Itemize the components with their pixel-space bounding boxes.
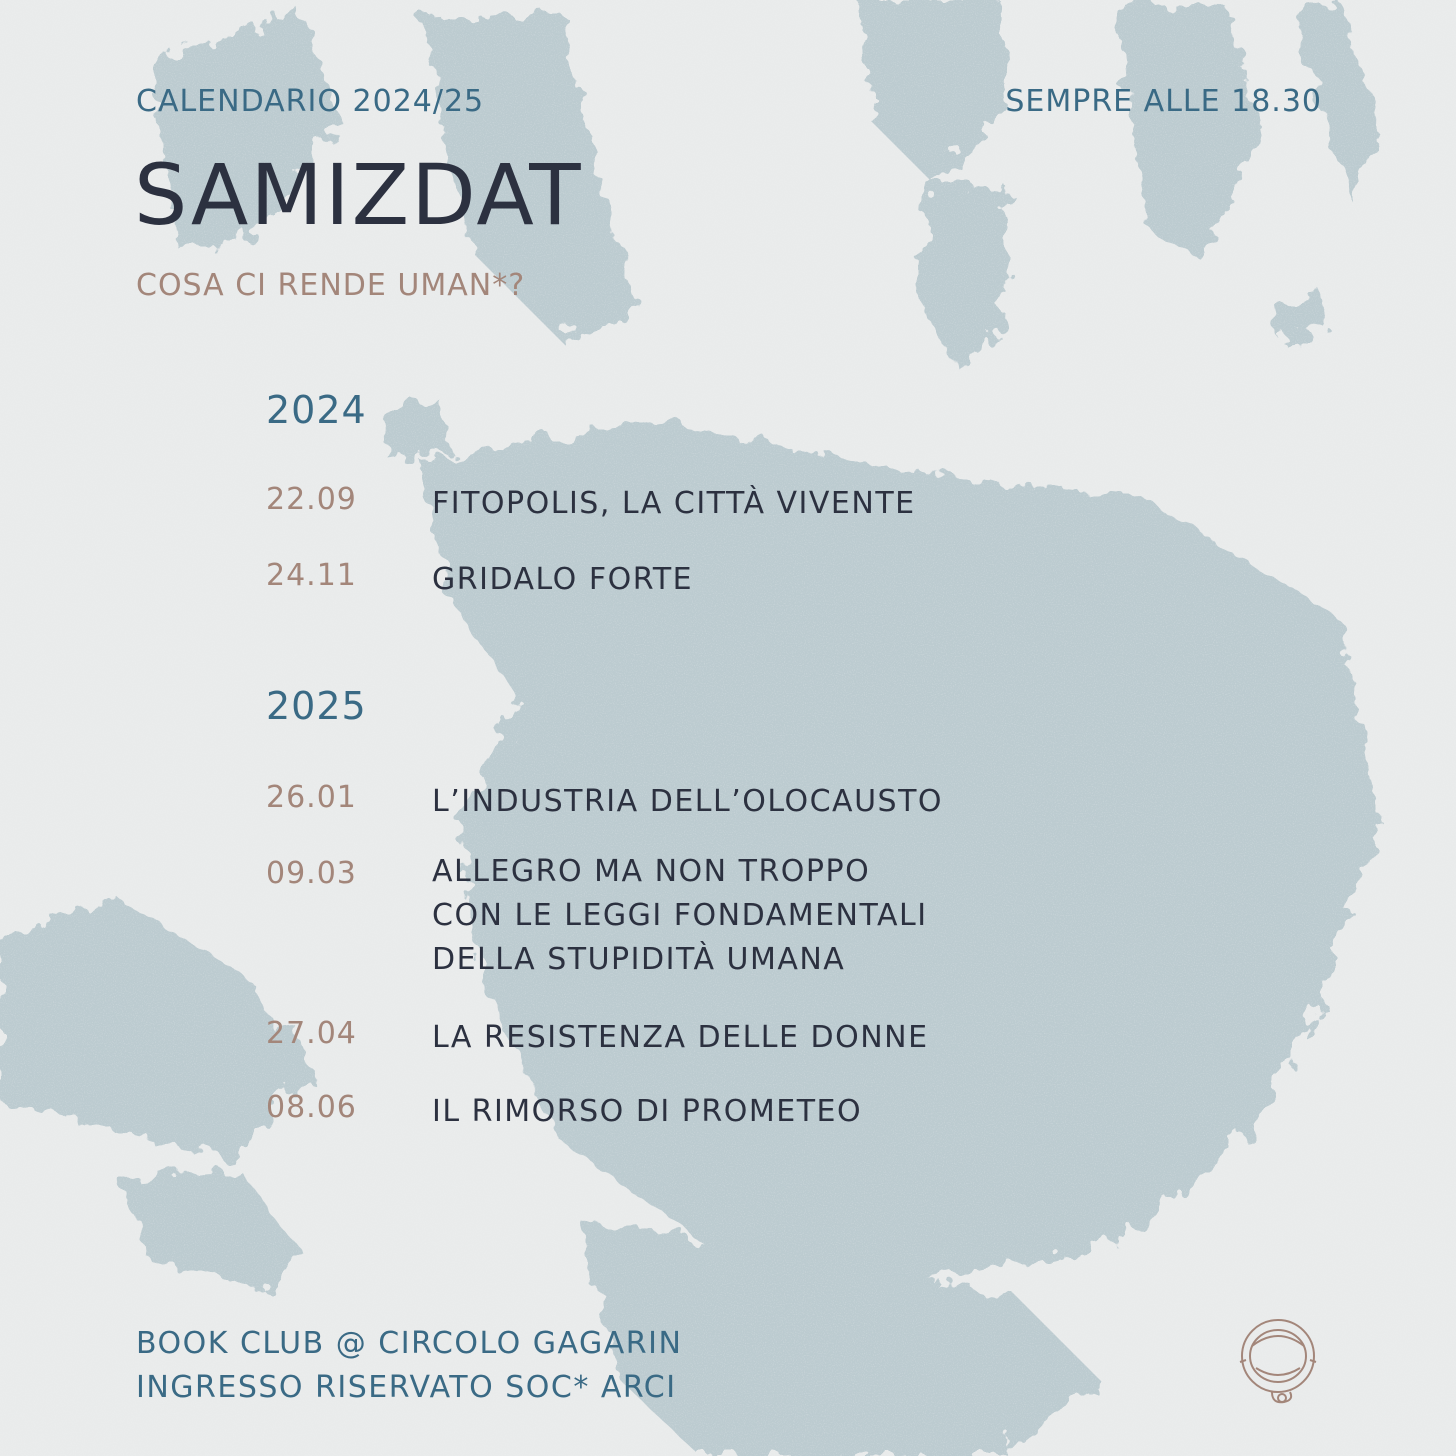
- subtitle: COSA CI RENDE UMAN*?: [136, 268, 526, 303]
- event-date: 22.09: [266, 482, 357, 517]
- calendar-label: CALENDARIO 2024/25: [136, 84, 485, 119]
- event-date: 09.03: [266, 856, 357, 891]
- event-title: GRIDALO FORTE: [432, 562, 694, 597]
- event-title: ALLEGRO MA NON TROPPO CON LE LEGGI FONDAMENTALI DELLA STUPIDITÀ UMANA: [432, 854, 928, 977]
- event-title: IL RIMORSO DI PROMETEO: [432, 1094, 863, 1129]
- footer-line-entry: INGRESSO RISERVATO SOC* ARCI: [136, 1370, 677, 1405]
- footer: [136, 1322, 682, 1410]
- year-heading-2024: 2024: [266, 388, 367, 432]
- event-title: LA RESISTENZA DELLE DONNE: [432, 1020, 929, 1055]
- footer-line-club: BOOK CLUB @ CIRCOLO GAGARIN: [136, 1326, 683, 1361]
- event-title: L’INDUSTRIA DELL’OLOCAUSTO: [432, 784, 944, 819]
- event-date: 08.06: [266, 1090, 357, 1125]
- astronaut-helmet-icon: [1238, 1316, 1318, 1408]
- event-date: 27.04: [266, 1016, 357, 1051]
- event-date: 26.01: [266, 780, 357, 815]
- event-title: FITOPOLIS, LA CITTÀ VIVENTE: [432, 486, 916, 521]
- time-label: SEMPRE ALLE 18.30: [1005, 84, 1322, 119]
- year-heading-2025: 2025: [266, 684, 367, 728]
- event-date: 24.11: [266, 558, 357, 593]
- page-title: SAMIZDAT: [134, 146, 583, 244]
